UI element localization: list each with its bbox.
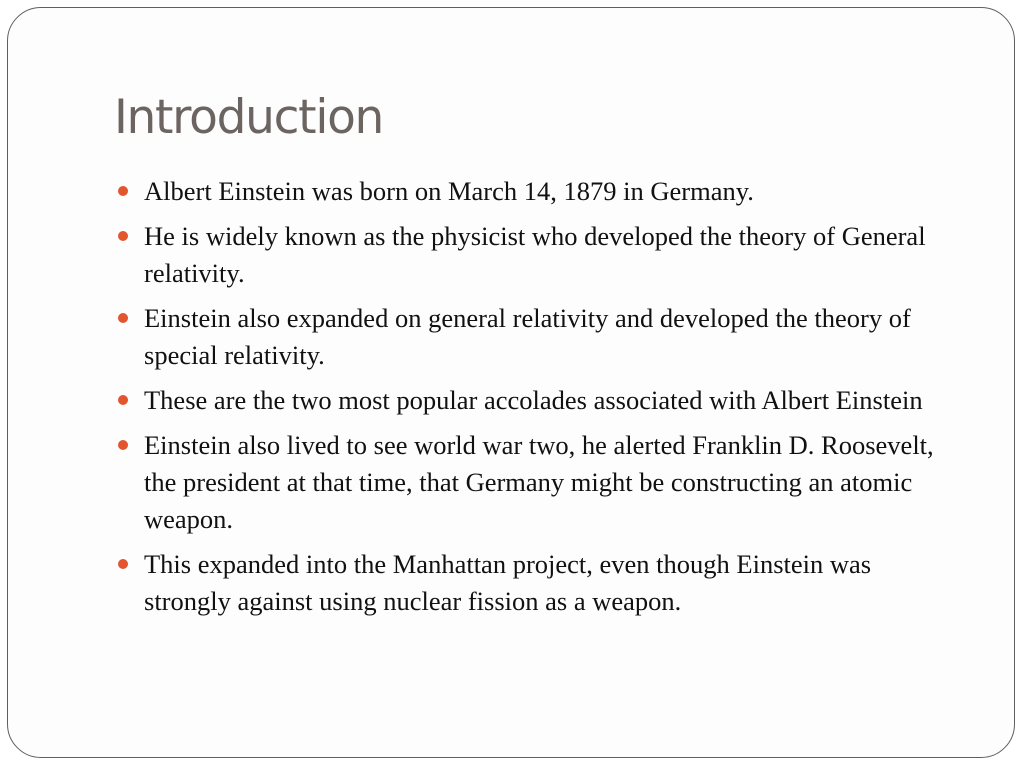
bullet-item-6 — [144, 546, 954, 620]
bullet-text: Einstein also lived to see world war two, he alerted Franklin D. Roosevelt, the president at that time, that Germany might be constructing an atomic weapon. — [144, 430, 934, 534]
bullet-dot-icon — [118, 395, 128, 405]
bullet-item-2 — [144, 218, 954, 292]
bullet-dot-icon — [118, 313, 128, 323]
bullet-text: This expanded into the Manhattan project, even though Einstein was strongly against using nuclear fission as a weapon. — [144, 549, 872, 616]
bullet-list — [144, 173, 954, 628]
bullet-dot-icon — [118, 559, 128, 569]
bullet-item-1 — [144, 173, 954, 210]
bullet-dot-icon — [118, 440, 128, 450]
bullet-dot-icon — [118, 186, 128, 196]
bullet-text: He is widely known as the physicist who developed the theory of General relativity. — [144, 221, 926, 288]
bullet-item-3 — [144, 300, 954, 374]
bullet-text: These are the two most popular accolades associated with Albert Einstein — [144, 385, 923, 415]
bullet-text: Einstein also expanded on general relativity and developed the theory of special relativity. — [144, 303, 911, 370]
bullet-item-5 — [144, 427, 954, 538]
slide-title: Introduction — [114, 90, 384, 145]
bullet-item-4 — [144, 382, 954, 419]
slide-frame — [7, 7, 1015, 758]
bullet-text: Albert Einstein was born on March 14, 1879 in Germany. — [144, 176, 754, 206]
bullet-dot-icon — [118, 231, 128, 241]
